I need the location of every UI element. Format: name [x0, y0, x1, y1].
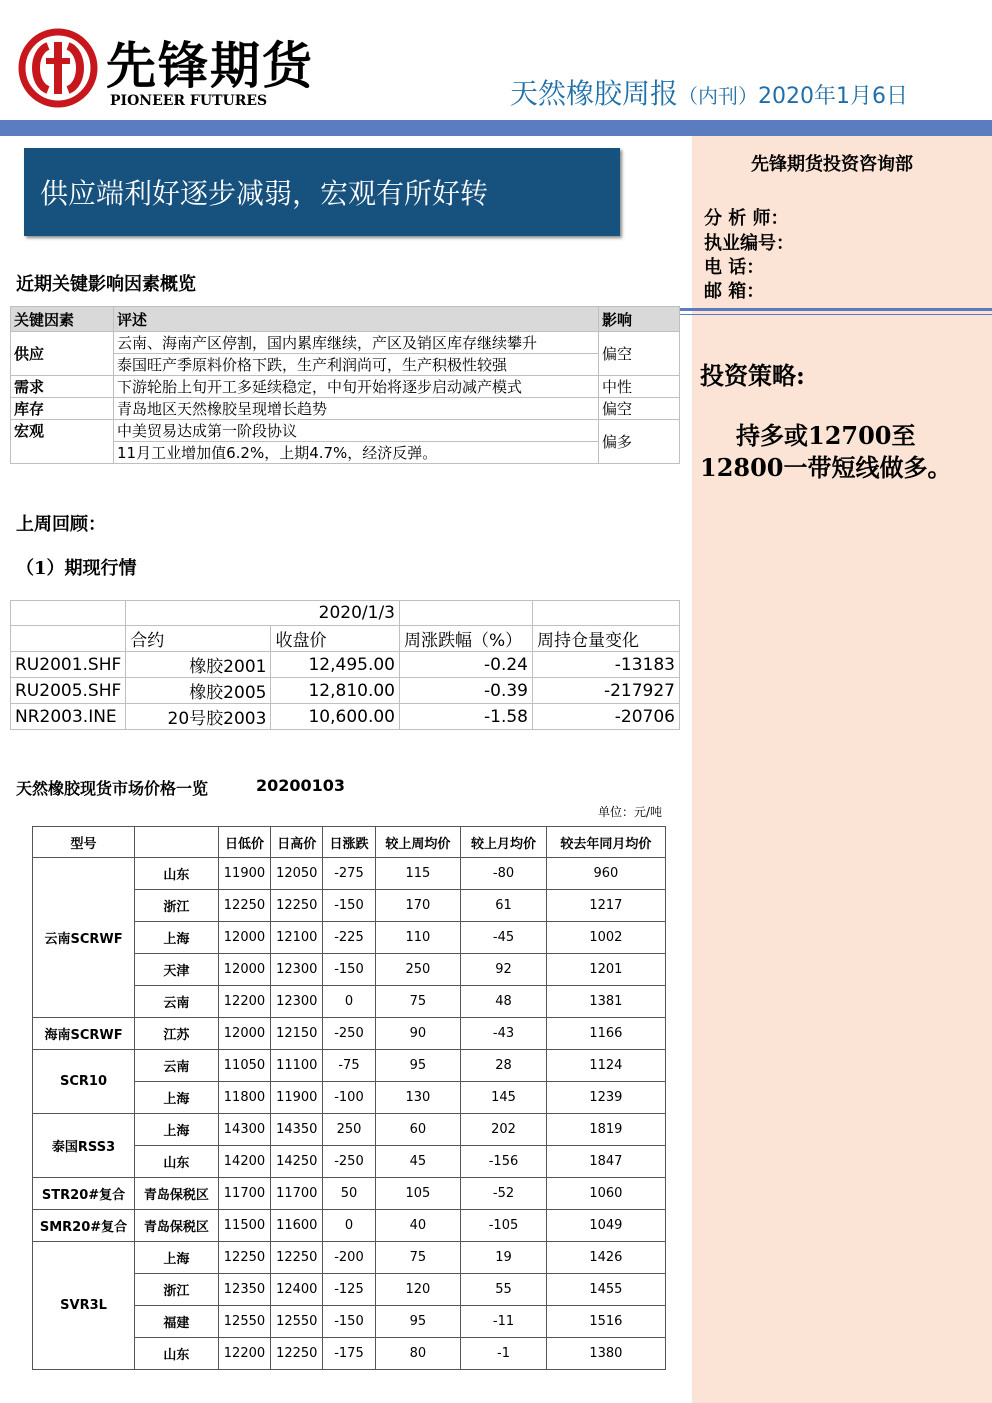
- factor-comment: 下游轮胎上旬开工多延续稳定，中旬开始将逐步启动减产模式: [114, 376, 599, 398]
- factor-comment: 云南、海南产区停割，国内累库继续，产区及销区库存继续攀升: [114, 332, 599, 354]
- daily-change: -175: [323, 1338, 375, 1370]
- vs-week-avg: 130: [375, 1082, 461, 1114]
- market-date: 2020/1/3: [126, 601, 400, 626]
- table-row: [11, 652, 680, 678]
- high-price: 11600: [271, 1210, 323, 1242]
- contract-code: RU2005.SHF: [11, 678, 126, 704]
- close-price: 12,495.00: [271, 652, 400, 678]
- table-row: [33, 1210, 666, 1242]
- header-impact: 影响: [599, 307, 680, 332]
- vs-month-avg: 202: [461, 1114, 547, 1146]
- strategy-text: 持多或12700至12800一带短线做多。: [700, 421, 952, 482]
- low-price: 12250: [218, 1242, 270, 1274]
- vs-week-avg: 40: [375, 1210, 461, 1242]
- vs-month-avg: 19: [461, 1242, 547, 1274]
- vs-week-avg: 80: [375, 1338, 461, 1370]
- high-price: 14350: [271, 1114, 323, 1146]
- high-price: 11100: [271, 1050, 323, 1082]
- header-change: 周涨跌幅（%）: [400, 626, 533, 652]
- contract-name: 橡胶2005: [126, 678, 271, 704]
- vs-month-avg: 92: [461, 954, 547, 986]
- table-header-row: [11, 626, 680, 652]
- factors-table: [10, 306, 680, 464]
- weekly-change: -1.58: [400, 704, 533, 730]
- region: 山东: [135, 1146, 219, 1178]
- vs-lastyear-avg: 1217: [546, 890, 665, 922]
- vs-month-avg: 48: [461, 986, 547, 1018]
- sidebar-divider: [680, 308, 992, 311]
- table-row: [11, 398, 680, 420]
- daily-change: 50: [323, 1178, 375, 1210]
- factor-impact: 偏空: [599, 332, 680, 376]
- vs-month-avg: -1: [461, 1338, 547, 1370]
- table-row: [33, 858, 666, 890]
- vs-month-avg: -52: [461, 1178, 547, 1210]
- region: 青岛保税区: [135, 1178, 219, 1210]
- high-price: 11700: [271, 1178, 323, 1210]
- vs-lastyear-avg: 1516: [546, 1306, 665, 1338]
- header-low: 日低价: [218, 827, 270, 858]
- weekly-change: -0.39: [400, 678, 533, 704]
- oi-change: -13183: [533, 652, 680, 678]
- header-vs-lastyear: 较去年同月均价: [546, 827, 665, 858]
- vs-lastyear-avg: 1426: [546, 1242, 665, 1274]
- high-price: 12300: [271, 954, 323, 986]
- spot-price-table: [32, 826, 666, 1370]
- vs-week-avg: 95: [375, 1306, 461, 1338]
- high-price: 12250: [271, 1242, 323, 1274]
- weekly-change: -0.24: [400, 652, 533, 678]
- region: 云南: [135, 986, 219, 1018]
- model-name: STR20#复合: [33, 1178, 135, 1210]
- high-price: 12300: [271, 986, 323, 1018]
- high-price: 12250: [271, 890, 323, 922]
- table-header-row: [33, 827, 666, 858]
- daily-change: -200: [323, 1242, 375, 1274]
- model-name: SCR10: [33, 1050, 135, 1114]
- vs-month-avg: -43: [461, 1018, 547, 1050]
- report-title-main: 天然橡胶周报: [510, 77, 679, 110]
- region: 云南: [135, 1050, 219, 1082]
- report-date: 2020年1月6日: [758, 84, 908, 109]
- license-label: 执业编号：: [704, 233, 794, 254]
- factor-impact: 偏多: [599, 420, 680, 464]
- high-price: 12100: [271, 922, 323, 954]
- report-title-sub: （内刊）: [678, 84, 759, 108]
- vs-lastyear-avg: 1239: [546, 1082, 665, 1114]
- table-row: [11, 678, 680, 704]
- spot-title: 天然橡胶现货市场价格一览: [16, 779, 209, 798]
- daily-change: -125: [323, 1274, 375, 1306]
- factor-name: 库存: [11, 398, 114, 420]
- logo-english-text: PIONEER FUTURES: [110, 93, 268, 109]
- table-header-row: [11, 307, 680, 332]
- table-row: [33, 1242, 666, 1274]
- vs-week-avg: 170: [375, 890, 461, 922]
- region: 天津: [135, 954, 219, 986]
- vs-lastyear-avg: 1166: [546, 1018, 665, 1050]
- vs-week-avg: 75: [375, 986, 461, 1018]
- table-row: [33, 1050, 666, 1082]
- vs-lastyear-avg: 1455: [546, 1274, 665, 1306]
- daily-change: -75: [323, 1050, 375, 1082]
- daily-change: -275: [323, 858, 375, 890]
- headline-text: 供应端利好逐步减弱，宏观有所好转: [40, 177, 489, 210]
- close-price: 10,600.00: [271, 704, 400, 730]
- daily-change: -250: [323, 1146, 375, 1178]
- low-price: 12200: [218, 986, 270, 1018]
- header-comment: 评述: [114, 307, 599, 332]
- oi-change: -217927: [533, 678, 680, 704]
- low-price: 12350: [218, 1274, 270, 1306]
- vs-week-avg: 120: [375, 1274, 461, 1306]
- region: 浙江: [135, 1274, 219, 1306]
- vs-month-avg: -105: [461, 1210, 547, 1242]
- low-price: 11900: [218, 858, 270, 890]
- daily-change: -150: [323, 954, 375, 986]
- high-price: 12250: [271, 1338, 323, 1370]
- factor-name: 供应: [11, 332, 114, 376]
- low-price: 11500: [218, 1210, 270, 1242]
- table-row: [11, 601, 680, 626]
- vs-week-avg: 105: [375, 1178, 461, 1210]
- low-price: 11050: [218, 1050, 270, 1082]
- daily-change: -150: [323, 890, 375, 922]
- low-price: 14300: [218, 1114, 270, 1146]
- sidebar-panel: [692, 136, 992, 1403]
- logo-chinese-text: 先锋期货: [106, 36, 314, 95]
- header-vs-week: 较上周均价: [375, 827, 461, 858]
- vs-month-avg: -156: [461, 1146, 547, 1178]
- oi-change: -20706: [533, 704, 680, 730]
- table-row: [33, 1178, 666, 1210]
- vs-week-avg: 75: [375, 1242, 461, 1274]
- vs-lastyear-avg: 1381: [546, 986, 665, 1018]
- low-price: 12250: [218, 890, 270, 922]
- table-row: [11, 376, 680, 398]
- table-row: [11, 704, 680, 730]
- high-price: 12550: [271, 1306, 323, 1338]
- vs-lastyear-avg: 1819: [546, 1114, 665, 1146]
- low-price: 12200: [218, 1338, 270, 1370]
- region: 山东: [135, 1338, 219, 1370]
- factor-comment: 中美贸易达成第一阶段协议: [114, 420, 599, 442]
- region: 上海: [135, 1242, 219, 1274]
- vs-lastyear-avg: 1002: [546, 922, 665, 954]
- region: 山东: [135, 858, 219, 890]
- low-price: 12000: [218, 922, 270, 954]
- table-row: [33, 1114, 666, 1146]
- vs-lastyear-avg: 960: [546, 858, 665, 890]
- factor-name: 宏观: [11, 420, 114, 464]
- daily-change: -150: [323, 1306, 375, 1338]
- model-name: 海南SCRWF: [33, 1018, 135, 1050]
- vs-week-avg: 250: [375, 954, 461, 986]
- header-contract: 合约: [126, 626, 271, 652]
- department-name: 先锋期货投资咨询部: [751, 154, 913, 175]
- low-price: 14200: [218, 1146, 270, 1178]
- market-table: [10, 600, 680, 730]
- close-price: 12,810.00: [271, 678, 400, 704]
- model-name: SMR20#复合: [33, 1210, 135, 1242]
- region: 上海: [135, 1082, 219, 1114]
- header-factor: 关键因素: [11, 307, 114, 332]
- factor-impact: 偏空: [599, 398, 680, 420]
- daily-change: -225: [323, 922, 375, 954]
- vs-week-avg: 45: [375, 1146, 461, 1178]
- vs-lastyear-avg: 1060: [546, 1178, 665, 1210]
- contract-name: 20号胶2003: [126, 704, 271, 730]
- region: 浙江: [135, 890, 219, 922]
- vs-week-avg: 95: [375, 1050, 461, 1082]
- vs-month-avg: 28: [461, 1050, 547, 1082]
- header-high: 日高价: [271, 827, 323, 858]
- vs-month-avg: -80: [461, 858, 547, 890]
- daily-change: 250: [323, 1114, 375, 1146]
- vs-month-avg: -45: [461, 922, 547, 954]
- report-title: [510, 72, 908, 112]
- vs-lastyear-avg: 1049: [546, 1210, 665, 1242]
- factor-comment: 泰国旺产季原料价格下跌，生产利润尚可，生产积极性较强: [114, 354, 599, 376]
- model-name: 泰国RSS3: [33, 1114, 135, 1178]
- vs-week-avg: 110: [375, 922, 461, 954]
- header-oi: 周持仓量变化: [533, 626, 680, 652]
- review-title: 上周回顾：: [16, 514, 106, 535]
- low-price: 12550: [218, 1306, 270, 1338]
- vs-week-avg: 115: [375, 858, 461, 890]
- vs-lastyear-avg: 1380: [546, 1338, 665, 1370]
- vs-lastyear-avg: 1847: [546, 1146, 665, 1178]
- table-row: [11, 420, 680, 442]
- high-price: 14250: [271, 1146, 323, 1178]
- high-price: 11900: [271, 1082, 323, 1114]
- vs-month-avg: 55: [461, 1274, 547, 1306]
- vs-week-avg: 90: [375, 1018, 461, 1050]
- strategy-title: 投资策略:: [700, 361, 805, 390]
- factor-name: 需求: [11, 376, 114, 398]
- region: 青岛保税区: [135, 1210, 219, 1242]
- daily-change: -100: [323, 1082, 375, 1114]
- low-price: 11800: [218, 1082, 270, 1114]
- region: 上海: [135, 1114, 219, 1146]
- email-label: 邮 箱：: [704, 281, 765, 302]
- header-vs-month: 较上月均价: [461, 827, 547, 858]
- low-price: 12000: [218, 954, 270, 986]
- header-close: 收盘价: [271, 626, 400, 652]
- daily-change: -250: [323, 1018, 375, 1050]
- region: 福建: [135, 1306, 219, 1338]
- high-price: 12050: [271, 858, 323, 890]
- region: 上海: [135, 922, 219, 954]
- contract-name: 橡胶2001: [126, 652, 271, 678]
- factor-impact: 中性: [599, 376, 680, 398]
- model-name: SVR3L: [33, 1242, 135, 1370]
- review-subtitle: （1）期现行情: [16, 558, 137, 579]
- vs-lastyear-avg: 1201: [546, 954, 665, 986]
- vs-week-avg: 60: [375, 1114, 461, 1146]
- factor-comment: 青岛地区天然橡胶呈现增长趋势: [114, 398, 599, 420]
- vs-month-avg: 61: [461, 890, 547, 922]
- header-region: [135, 827, 219, 858]
- spot-date: 20200103: [256, 776, 346, 795]
- high-price: 12400: [271, 1274, 323, 1306]
- high-price: 12150: [271, 1018, 323, 1050]
- contract-code: RU2001.SHF: [11, 652, 126, 678]
- vs-lastyear-avg: 1124: [546, 1050, 665, 1082]
- vs-month-avg: 145: [461, 1082, 547, 1114]
- factors-title: 近期关键影响因素概览: [16, 274, 196, 295]
- header-divider-bar: [0, 120, 992, 136]
- low-price: 12000: [218, 1018, 270, 1050]
- low-price: 11700: [218, 1178, 270, 1210]
- unit-label: 单位：元/吨: [598, 805, 663, 819]
- sidebar-divider-thin: [680, 314, 992, 315]
- header-change: 日涨跌: [323, 827, 375, 858]
- model-name: 云南SCRWF: [33, 858, 135, 1018]
- daily-change: 0: [323, 1210, 375, 1242]
- table-row: [33, 1018, 666, 1050]
- header-model: 型号: [33, 827, 135, 858]
- vs-month-avg: -11: [461, 1306, 547, 1338]
- factor-comment: 11月工业增加值6.2%，上期4.7%，经济反弹。: [114, 442, 599, 464]
- pioneer-logo-icon: [18, 28, 98, 108]
- contract-code: NR2003.INE: [11, 704, 126, 730]
- table-row: [11, 332, 680, 354]
- daily-change: 0: [323, 986, 375, 1018]
- analyst-label: 分 析 师：: [704, 208, 789, 229]
- phone-label: 电 话：: [704, 257, 765, 278]
- region: 江苏: [135, 1018, 219, 1050]
